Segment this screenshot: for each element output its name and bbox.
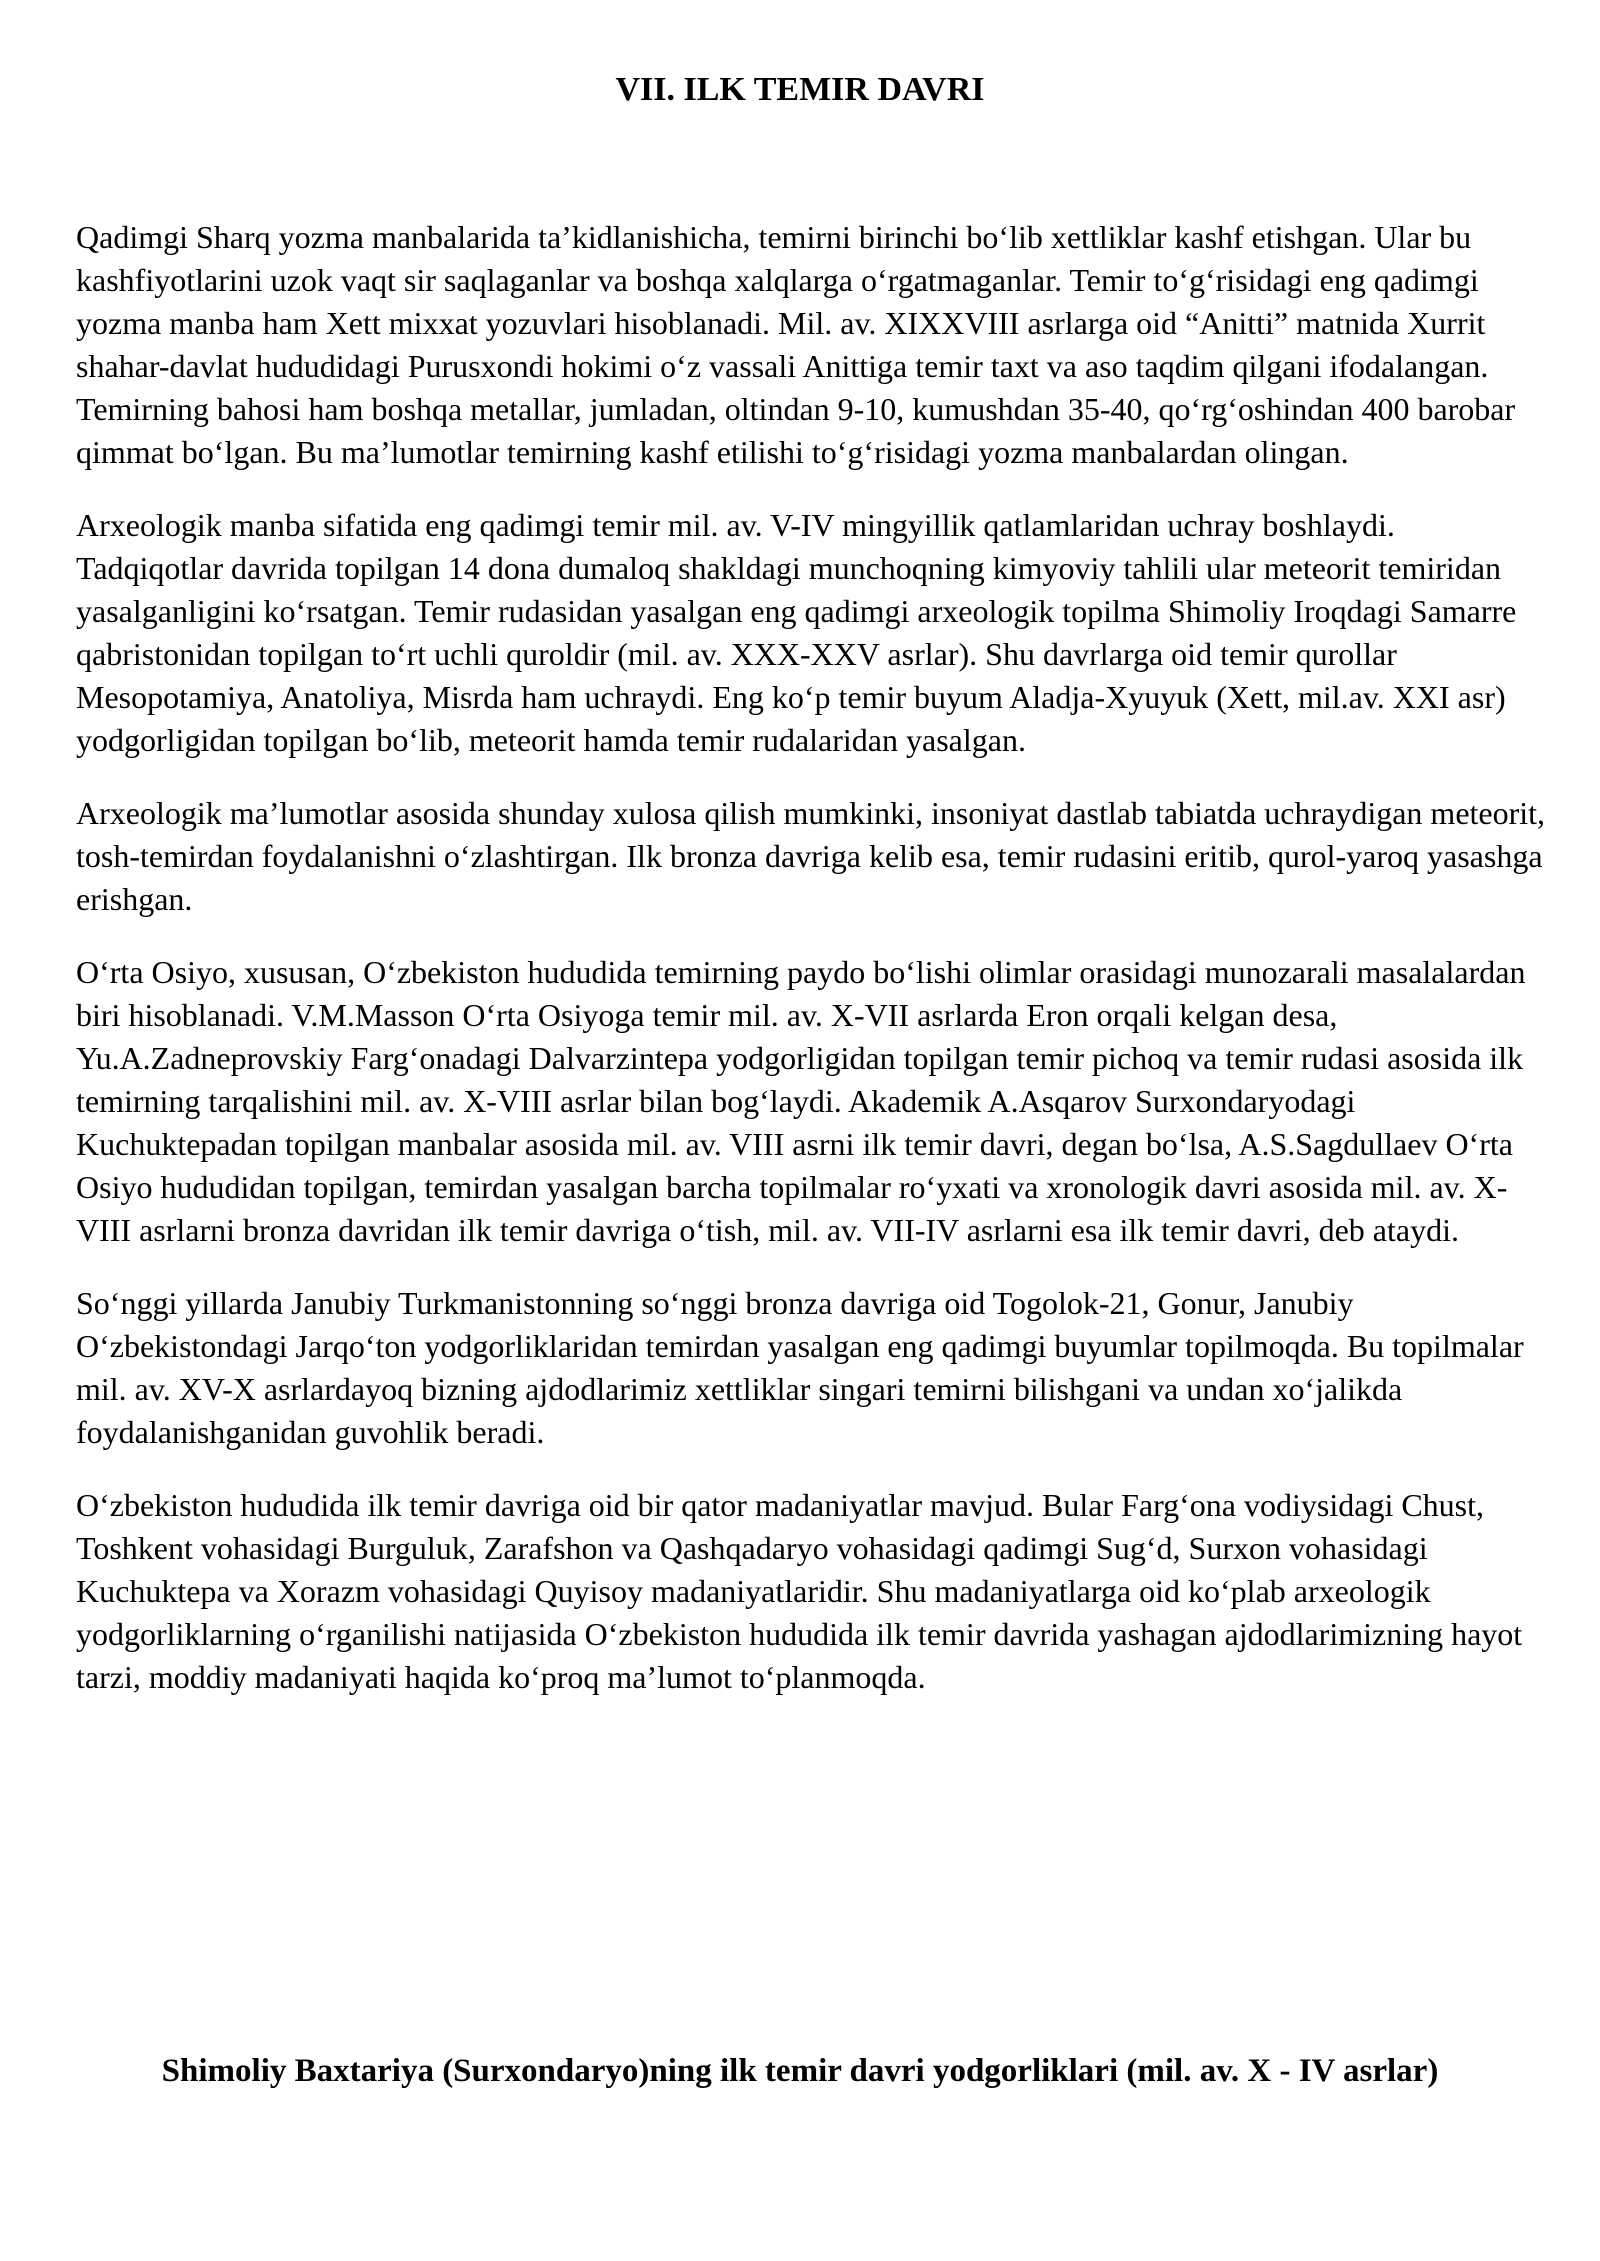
body-text (76, 216, 1546, 1729)
paragraph-6: O‘zbekiston hududida ilk temir davriga oid bir qator madaniyatlar mavjud. Bular Farg‘ona vodiysidagi Chust, Toshkent vohasidagi Burguluk, Zarafshon va Qashqadaryo vohasidagi qadimgi Sug‘d, Surxon vohasidagi Kuchuktepa va Xorazm vohasidagi Quyisoy madaniyatlaridir. Shu madaniyatlarga oid ko‘plab arxeologik yodgorliklarning o‘rganilishi natijasida O‘zbekiston hududida ilk temir davrida yashagan ajdodlarimizning hayot tarzi, moddiy madaniyati haqida ko‘proq ma’lumot to‘planmoqda. (76, 1487, 1523, 1695)
paragraph-5: So‘nggi yillarda Janubiy Turkmanistonning so‘nggi bronza davriga oid Togolok-21, Gonur, Janubiy O‘zbekistondagi Jarqo‘ton yodgorliklaridan temirdan yasalgan eng qadimgi buyumlar topilmoqda. Bu topilmalar mil. av. XV-X asrlardayoq bizning ajdodlarimiz xettliklar singari temirni bilishgani va undan xo‘jalikda foydalanishganidan guvohlik beradi. (76, 1285, 1524, 1450)
paragraph-3: Arxeologik ma’lumotlar asosida shunday xulosa qilish mumkinki, insoniyat dastlab tabiatda uchraydigan meteorit, tosh-temirdan foydalanishni o‘zlashtirgan. Ilk bronza davriga kelib esa, temir rudasini eritib, qurol-yaroq yasashga erishgan. (76, 795, 1546, 917)
paragraph-2: Arxeologik manba sifatida eng qadimgi temir mil. av. V-IV mingyillik qatlamlaridan uchray boshlaydi. Tadqiqotlar davrida topilgan 14 dona dumaloq shakldagi munchoqning kimyoviy tahlili ular meteorit temiridan yasalganligini ko‘rsatgan. Temir rudasidan yasalgan eng qadimgi arxeologik topilma Shimoliy Iroqdagi Samarre qabristonidan topilgan to‘rt uchli quroldir (mil. av. XXX-XXV asrlar). Shu davrlarga oid temir qurollar Mesopotamiya, Anatoliya, Misrda ham uchraydi. Eng ko‘p temir buyum Aladja-Xyuyuk (Xett, mil.av. XXI asr) yodgorligidan topilgan bo‘lib, meteorit hamda temir rudalaridan yasalgan. (76, 507, 1517, 758)
section-heading: Shimoliy Baxtariya (Surxondaryo)ning ilk temir davri yodgorliklari (mil. av. X - IV asrlar) (161, 2053, 1439, 2089)
chapter-title: VII. ILK TEMIR DAVRI (615, 71, 985, 108)
paragraph-1: Qadimgi Sharq yozma manbalarida ta’kidlanishicha, temirni birinchi bo‘lib xettliklar kashf etishgan. Ular bu kashfiyotlarini uzok vaqt sir saqlaganlar va boshqa xalqlarga o‘rgatmaganlar. Temir to‘g‘risidagi eng qadimgi yozma manba ham Xett mixxat yozuvlari hisoblanadi. Mil. av. XIXXVIII asrlarga oid “Anitti” matnida Xurrit shahar-davlat hududidagi Purusxondi hokimi o‘z vassali Anittiga temir taxt va aso taqdim qilgani ifodalangan. Temirning bahosi ham boshqa metallar, jumladan, oltindan 9-10, kumushdan 35-40, qo‘rg‘oshindan 400 barobar qimmat bo‘lgan. Bu ma’lumotlar temirning kashf etilishi to‘g‘risidagi yozma manbalardan olingan. (76, 219, 1516, 470)
paragraph-4: O‘rta Osiyo, xususan, O‘zbekiston hududida temirning paydo bo‘lishi olimlar orasidagi munozarali masalalardan biri hisoblanadi. V.M.Masson O‘rta Osiyoga temir mil. av. X-VII asrlarda Eron orqali kelgan desa, Yu.A.Zadneprovskiy Farg‘onadagi Dalvarzintepa yodgorligidan topilgan temir pichoq va temir rudasi asosida ilk temirning tarqalishini mil. av. X-VIII asrlar bilan bog‘laydi. Akademik A.Asqarov Surxondaryodagi Kuchuktepadan topilgan manbalar asosida mil. av. VIII asrni ilk temir davri, degan bo‘lsa, A.S.Sagdullaev O‘rta Osiyo hududidan topilgan, temirdan yasalgan barcha topilmalar ro‘yxati va xronologik davri asosida mil. av. X-VIII asrlarni bronza davridan ilk temir davriga o‘tish, mil. av. VII-IV asrlarni esa ilk temir davri, deb ataydi. (76, 954, 1526, 1248)
